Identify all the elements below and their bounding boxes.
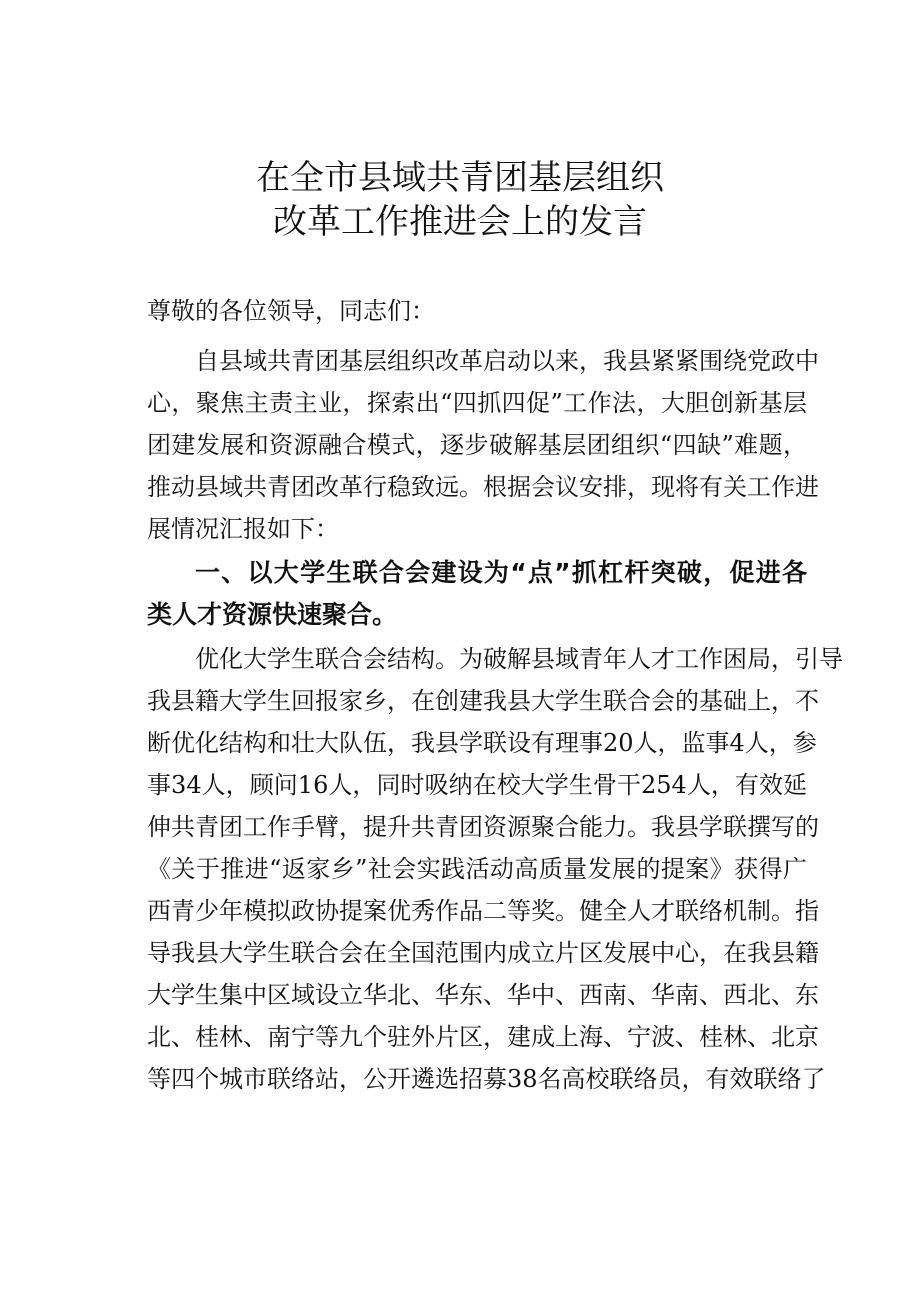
- intro-line: 推动县域共青团改革行稳致远。根据会议安排，现将有关工作进: [147, 473, 819, 501]
- intro-line: 心，聚焦主责主业，探索出“四抓四促”工作法，大胆创新基层: [147, 389, 807, 417]
- section-heading-line: 类人才资源快速聚合。: [147, 600, 398, 629]
- body-line: 等四个城市联络站，公开遴选招募38名高校联络员，有效联络了: [147, 1065, 826, 1093]
- body-line: 北、桂林、南宁等九个驻外片区，建成上海、宁波、桂林、北京: [147, 1023, 819, 1051]
- body-line: 导我县大学生联合会在全国范围内成立片区发展中心，在我县籍: [147, 939, 819, 967]
- body-line: 西青少年模拟政协提案优秀作品二等奖。健全人才联络机制。指: [147, 897, 819, 925]
- title-line-1: 在全市县域共青团基层组织: [256, 158, 664, 198]
- document-title: [0, 156, 920, 244]
- section-1-heading: [147, 552, 807, 636]
- section-heading-line: 一、以大学生联合会建设为“点”抓杠杆突破，促进各: [195, 558, 807, 587]
- body-line: 断优化结构和壮大队伍，我县学联设有理事20人，监事4人，参: [147, 729, 817, 757]
- body-line: 《关于推进“返家乡”社会实践活动高质量发展的提案》获得广: [147, 855, 807, 883]
- body-line: 大学生集中区域设立华北、华东、华中、西南、华南、西北、东: [147, 981, 819, 1009]
- greeting: [147, 290, 807, 332]
- title-line-2: 改革工作推进会上的发言: [273, 202, 647, 242]
- section-1-body: [147, 638, 843, 1100]
- body-line: 事34人，顾问16人，同时吸纳在校大学生骨干254人，有效延: [147, 771, 807, 799]
- greeting-line: 尊敬的各位领导，同志们：: [147, 297, 435, 325]
- intro-paragraph: [147, 340, 819, 550]
- body-line: 优化大学生联合会结构。为破解县域青年人才工作困局，引导: [195, 645, 843, 673]
- intro-line: 团建发展和资源融合模式，逐步破解基层团组织“四缺”难题，: [147, 431, 807, 459]
- intro-line: 自县域共青团基层组织改革启动以来，我县紧紧围绕党政中: [195, 347, 819, 375]
- body-line: 伸共青团工作手臂，提升共青团资源聚合能力。我县学联撰写的: [147, 813, 819, 841]
- document-body: [147, 290, 843, 1100]
- intro-line: 展情况汇报如下：: [147, 515, 339, 543]
- body-line: 我县籍大学生回报家乡，在创建我县大学生联合会的基础上，不: [147, 687, 819, 715]
